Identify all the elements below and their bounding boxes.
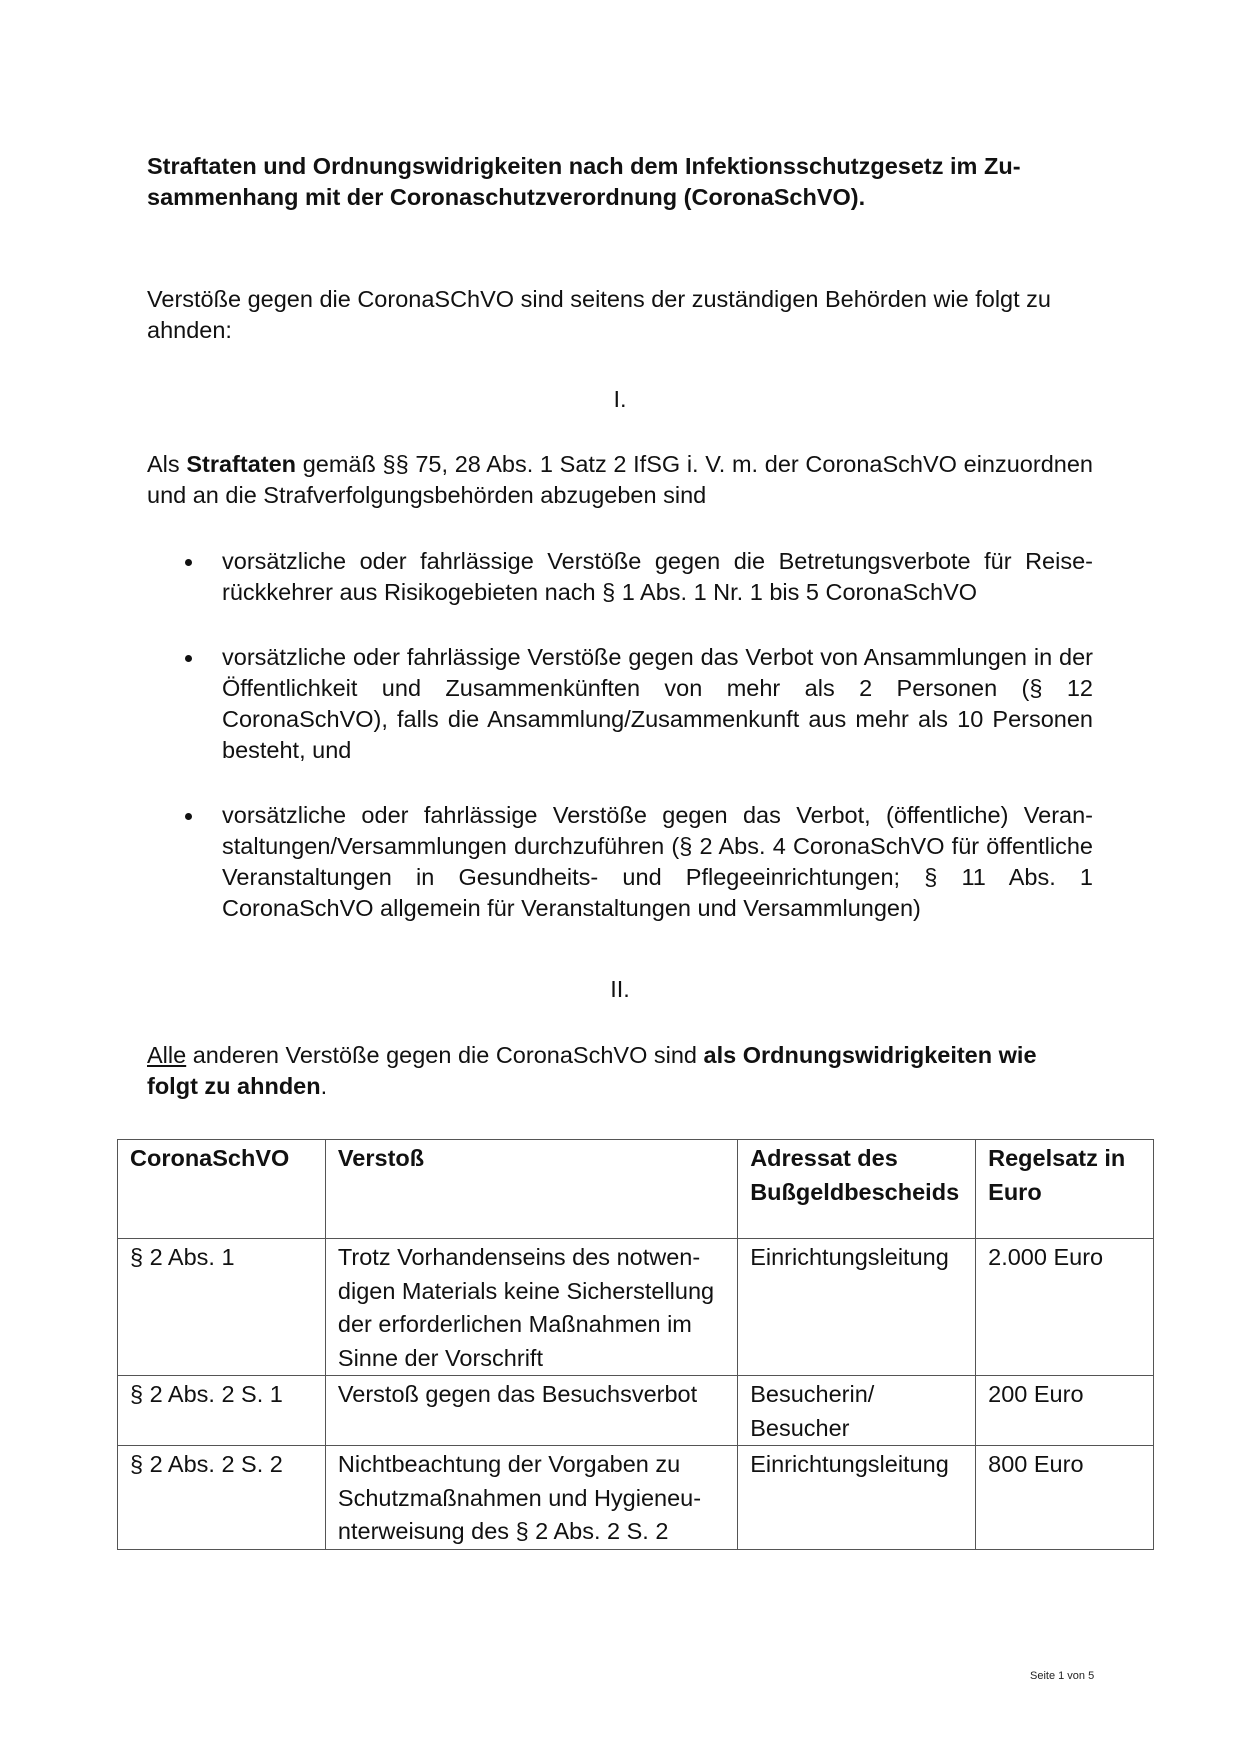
header-regelsatz: Regelsatz in Euro (976, 1140, 1154, 1239)
bullet-icon (185, 655, 192, 662)
section2-bold-text: als Ordnungswidrigkeiten wie folgt zu ahnden (147, 1042, 1037, 1099)
bullet-item (147, 800, 1093, 924)
section-numeral-1: I. (613, 386, 627, 412)
lead-text-after: gemäß §§ 75, 28 Abs. 1 Satz 2 IfSG i. V. m. der CoronaSchVO einzuordnen und an die Strafverfolgungsbehörden abzugeben sind (147, 451, 1093, 508)
fines-table (117, 1139, 1154, 1550)
document-title: Straftaten und Ordnungswidrigkeiten nach dem Infektionsschutzgesetz im Zusammenhang mit der Coronaschutzverordnung (CoronaSchVO). (147, 153, 1021, 210)
cell-paragraph: § 2 Abs. 1 (118, 1239, 326, 1376)
bullet-list-3 (147, 800, 1093, 924)
table-header-row (118, 1140, 1154, 1239)
cell-amount: 200 Euro (976, 1376, 1154, 1446)
bullet-text: vorsätzliche oder fahrlässige Verstöße gegen die Betretungsverbote für Reiserückkehrer aus Risikogebieten nach § 1 Abs. 1 Nr. 1 bis 5 CoronaSchVO (222, 548, 1093, 605)
header-verstoss: Verstoß (325, 1140, 737, 1239)
bullet-item (147, 546, 1093, 608)
cell-violation: Nichtbeachtung der Vorgaben zu Schutzmaßnahmen und Hygieneunterweisung des § 2 Abs. 2 S. 2 (325, 1446, 737, 1550)
bullet-item (147, 642, 1093, 766)
section-numeral-2: II. (610, 976, 630, 1002)
header-adressat: Adressat des Bußgeldbescheids (738, 1140, 976, 1239)
cell-addressee: Einrichtungsleitung (738, 1239, 976, 1376)
bullet-icon (185, 813, 192, 820)
underlined-alle: Alle (147, 1042, 187, 1068)
intro-paragraph: Verstöße gegen die CoronaSChVO sind seitens der zuständigen Behörden wie folgt zu ahnden: (147, 286, 1052, 343)
table-row (118, 1239, 1154, 1376)
cell-paragraph: § 2 Abs. 2 S. 2 (118, 1446, 326, 1550)
cell-violation: Trotz Vorhandenseins des notwendigen Materials keine Sicherstellung der erforderlichen Maßnahmen im Sinne der Vorschrift (325, 1239, 737, 1376)
bullet-list-1 (147, 546, 1093, 608)
section2-end: . (320, 1073, 328, 1099)
cell-addressee: Einrichtungsleitung (738, 1446, 976, 1550)
cell-amount: 2.000 Euro (976, 1239, 1154, 1376)
bullet-list-2 (147, 642, 1093, 766)
page-number: Seite 1 von 5 (1030, 1670, 1095, 1682)
table-row (118, 1376, 1154, 1446)
bullet-text: vorsätzliche oder fahrlässige Verstöße gegen das Verbot von Ansammlungen in der Öffentlichkeit und Zusammenkünften von mehr als 2 Personen (§ 12 CoronaSchVO), falls die Ansammlung/Zusammenkunft aus mehr als 10 Personen besteht, und (222, 644, 1093, 763)
bullet-text: vorsätzliche oder fahrlässige Verstöße gegen das Verbot, (öffentliche) Veranstaltungen/Versammlungen durchzuführen (§ 2 Abs. 4 CoronaSchVO für öffentliche Veranstaltungen in Gesundheits- und Pflegeeinrichtungen; § 11 Abs. 1 CoronaSchVO allgemein für Veranstaltungen und Versammlungen) (222, 802, 1093, 921)
lead-text-before: Als (147, 451, 187, 477)
lead-bold-straftaten: Straftaten (186, 451, 297, 477)
cell-amount: 800 Euro (976, 1446, 1154, 1550)
cell-addressee: Besucherin/ Besucher (738, 1376, 976, 1446)
cell-violation: Verstoß gegen das Besuchsverbot (325, 1376, 737, 1446)
bullet-icon (185, 559, 192, 566)
section1-lead-paragraph (147, 449, 1093, 511)
cell-paragraph: § 2 Abs. 2 S. 1 (118, 1376, 326, 1446)
section2-text: anderen Verstöße gegen die CoronaSchVO sind (186, 1042, 704, 1068)
table-row (118, 1446, 1154, 1550)
section2-paragraph (147, 1040, 1093, 1102)
header-coronaschvo: CoronaSchVO (118, 1140, 326, 1239)
